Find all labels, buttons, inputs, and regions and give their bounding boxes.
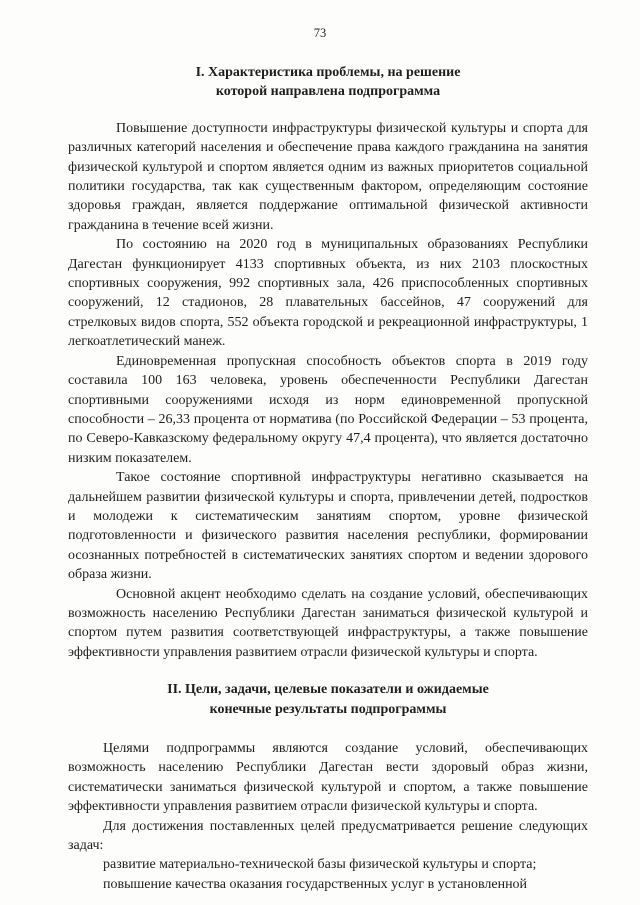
section-2-heading [68, 680, 588, 719]
section-1-paragraph-1: Повышение доступности инфраструктуры физической культуры и спорта для различных категорий населения и обеспечение права каждого гражданина на занятия физической культурой и спортом является одним из важных приоритетов социальной политики государства, так как существенным фактором, определяющим состояние здоровья граждан, является поддержание оптимальной физической активности гражданина в течение всей жизни. [68, 120, 588, 233]
page-content [68, 63, 588, 894]
page-number: 73 [313, 26, 327, 40]
section-2-paragraph-1: Целями подпрограммы являются создание условий, обеспечивающих возможность населению Республики Дагестан вести здоровый образ жизни, систематически заниматься физической культурой и спортом, а также повышение эффективности управления развитием отрасли физической культуры и спорта. [68, 741, 588, 815]
section-1-heading [68, 63, 588, 102]
task-item-1: развитие материально-технической базы физической культуры и спорта; [103, 857, 537, 873]
section-2-heading-line-1: II. Цели, задачи, целевые показатели и ожидаемые [167, 682, 489, 698]
section-1-heading-line-2: которой направлена подпрограмма [215, 84, 441, 100]
section-1-heading-line-1: I. Характеристика проблемы, на решение [195, 65, 461, 80]
task-item-2: повышение качества оказания государственных услуг в установленной [103, 876, 528, 892]
section-1-paragraph-2: По состоянию на 2020 год в муниципальных образованиях Республики Дагестан функционирует 4133 спортивных объекта, из них 2103 плоскостных спортивных сооружения, 992 спортивных зала, 426 приспособленных спортивных сооружений, 12 стадионов, 28 плавательных бассейнов, 47 сооружений для стрелковых видов спорта, 552 объекта городской и рекреационной инфраструктуры, 1 легкоатлетический манеж. [68, 237, 588, 350]
section-1-paragraph-5: Основной акцент необходимо сделать на создание условий, обеспечивающих возможность населению Республики Дагестан заниматься физической культурой и спортом путем развития соответствующей инфраструктуры, а также повышение эффективности управления развитием отрасли физической культуры и спорта. [68, 586, 588, 660]
section-2-paragraph-2: Для достижения поставленных целей предусматривается решение следующих задач: [68, 818, 588, 854]
section-1-paragraph-3: Единовременная пропускная способность объектов спорта в 2019 году составила 100 163 человека, уровень обеспеченности Республики Дагестан спортивными сооружениями исходя из норм единовременной пропускной способности – 26,33 процента от норматива (по Российской Федерации – 53 процента, по Северо-Кавказскому федеральному округу 47,4 процента), что является достаточно низким показателем. [68, 353, 588, 466]
section-2-heading-line-2: конечные результаты подпрограммы [209, 701, 447, 717]
section-1-paragraph-4: Такое состояние спортивной инфраструктуры негативно сказывается на дальнейшем развитии физической культуры и спорта, привлечении детей, подростков и молодежи к систематическим занятиям спортом, уровне физической подготовленности и физического развития населения республики, формировании осознанных потребностей в систематических занятиях спортом и ведении здорового образа жизни. [68, 470, 588, 583]
